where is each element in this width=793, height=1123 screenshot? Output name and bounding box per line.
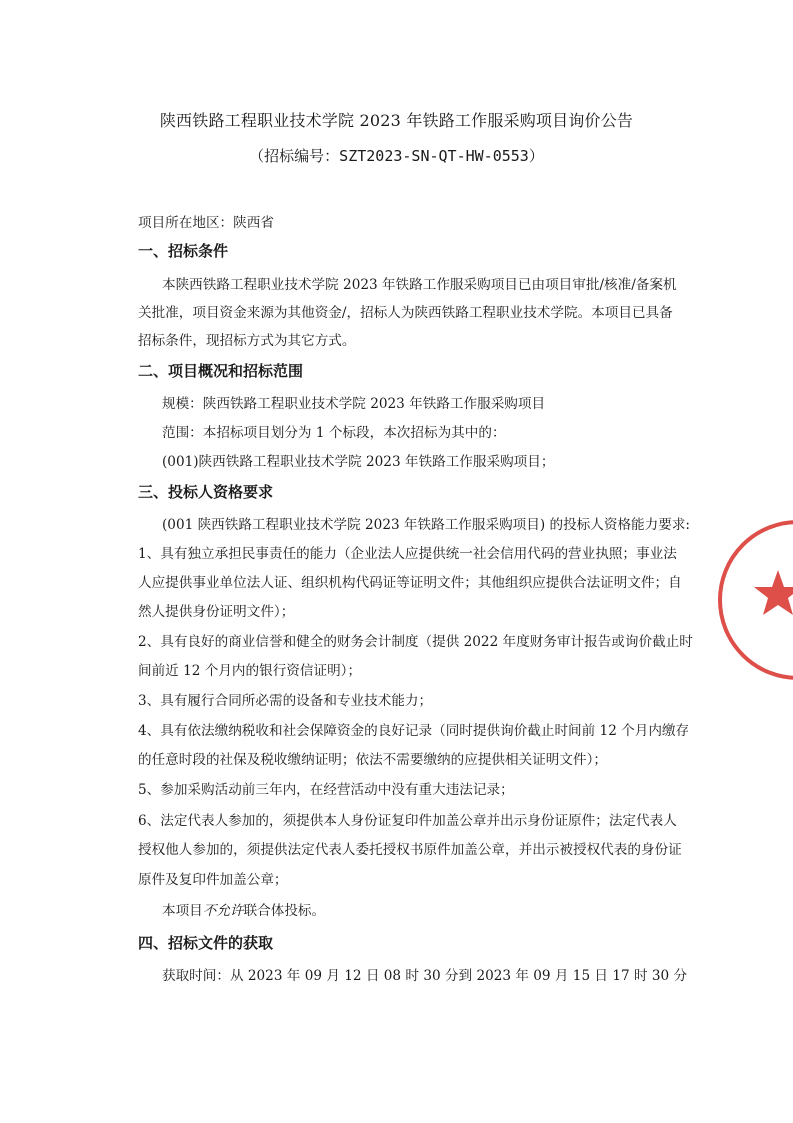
- section-1-line: 关批准，项目资金来源为其他资金/，招标人为陕西铁路工程职业技术学院。本项目已具备: [138, 305, 673, 321]
- section-heading-4: 四、招标文件的获取: [138, 934, 274, 952]
- section-2-line: 范围：本招标项目划分为 1 个标段，本次招标为其中的：: [162, 425, 506, 441]
- section-heading-1: 一、招标条件: [138, 242, 229, 260]
- consortium-suffix: 联合体投标。: [243, 903, 326, 919]
- bid-number: （招标编号：SZT2023-SN-QT-HW-0553）: [249, 147, 544, 165]
- document-title: 陕西铁路工程职业技术学院 2023 年铁路工作服采购项目询价公告: [159, 111, 634, 130]
- section-3-line: 原件及复印件加盖公章；: [138, 872, 288, 888]
- section-3-line: 4、具有依法缴纳税收和社会保障资金的良好记录（同时提供询价截止时间前 12 个月内缴存: [138, 723, 690, 739]
- consortium-not-allowed: 不允许: [202, 903, 244, 919]
- section-3-line: 1、具有独立承担民事责任的能力（企业法人应提供统一社会信用代码的营业执照；事业法: [138, 546, 677, 562]
- consortium-prefix: 本项目: [162, 903, 203, 919]
- section-3-line: 3、具有履行合同所必需的设备和专业技术能力；: [138, 693, 433, 709]
- section-2-line: (001)陕西铁路工程职业技术学院 2023 年铁路工作服采购项目；: [162, 454, 555, 470]
- consortium-statement: [162, 901, 325, 921]
- section-3-line: 然人提供身份证明文件）；: [138, 604, 295, 620]
- section-3-line: 授权他人参加的，须提供法定代表人委托授权书原件加盖公章，并出示被授权代表的身份证: [138, 842, 682, 858]
- section-3-line: 5、参加采购活动前三年内，在经营活动中没有重大违法记录；: [138, 782, 514, 798]
- section-3-line: 6、法定代表人参加的，须提供本人身份证复印件加盖公章并出示身份证原件；法定代表人: [138, 813, 677, 829]
- official-seal-stamp: [713, 515, 793, 685]
- section-2-line: 规模：陕西铁路工程职业技术学院 2023 年铁路工作服采购项目: [162, 396, 546, 412]
- section-4-line: 获取时间：从 2023 年 09 月 12 日 08 时 30 分到 2023 年 09 月 15 日 17 时 30 分: [162, 968, 688, 984]
- section-heading-2: 二、项目概况和招标范围: [138, 362, 304, 380]
- project-region: 项目所在地区：陕西省: [138, 215, 274, 231]
- section-3-line: 的任意时段的社保及税收缴纳证明；依法不需要缴纳的应提供相关证明文件）；: [138, 752, 607, 768]
- section-1-line: 招标条件，现招标方式为其它方式。: [138, 333, 356, 349]
- section-heading-3: 三、投标人资格要求: [138, 483, 274, 501]
- section-3-line: 人应提供事业单位法人证、组织机构代码证等证明文件；其他组织应提供合法证明文件；自: [138, 575, 682, 591]
- section-1-line: 本陕西铁路工程职业技术学院 2023 年铁路工作服采购项目已由项目审批/核准/备案机: [162, 277, 677, 293]
- section-3-line: 间前近 12 个月内的银行资信证明）；: [138, 663, 362, 679]
- section-3-line: 2、具有良好的商业信誉和健全的财务会计制度（提供 2022 年度财务审计报告或询价截止时: [138, 634, 693, 650]
- section-3-line: (001 陕西铁路工程职业技术学院 2023 年铁路工作服采购项目) 的投标人资格能力要求:: [162, 517, 691, 533]
